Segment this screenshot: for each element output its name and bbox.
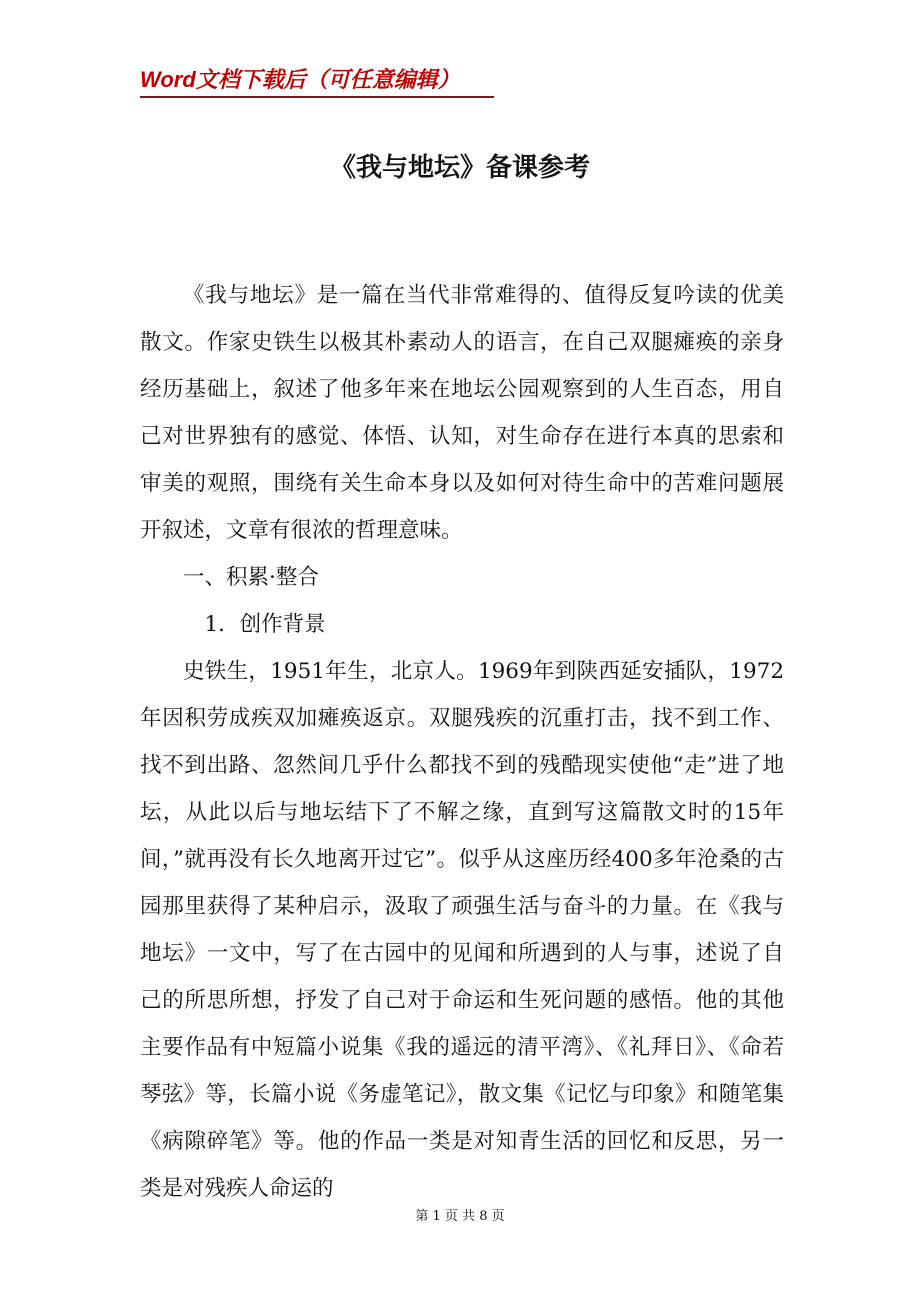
subsection-heading: 1．创作背景 <box>204 612 326 637</box>
section-heading: 一、积累·整合 <box>183 565 319 590</box>
background-paragraph: 史铁生，1951年生，北京人。1969年到陕西延安插队，1972年因积劳成疾双加瘫痪返京。双腿残疾的沉重打击，找不到工作、找不到出路、忽然间几乎什么都找不到的残酷现实使他“走”进了地坛，从此以后与地坛结下了不解之缘，直到写这篇散文时的15年间，”就再没有长久地离开过它”。似乎从这座历经400多年沧桑的古园那里获得了某种启示，汲取了顽强生活与奋斗的力量。在《我与地坛》一文中，写了在古园中的见闻和所遇到的人与事，述说了自己的所思所想，抒发了自己对于命运和生死问题的感悟。他的其他主要作品有中短篇小说集《我的遥远的清平湾》、《礼拜日》、《命若琴弦》等，长篇小说《务虚笔记》，散文集《记忆与印象》和随笔集《病隙碎笔》等。他的作品一类是对知青生活的回忆和反思，另一类是对残疾人命运的 <box>140 659 784 1201</box>
download-banner <box>140 66 494 98</box>
intro-paragraph: 《我与地坛》是一篇在当代非常难得的、值得反复吟读的优美散文。作家史铁生以极其朴素动人的语言，在自己双腿瘫痪的亲身经历基础上，叙述了他多年来在地坛公园观察到的人生百态，用自己对世界独有的感觉、体悟、认知，对生命存在进行本真的思索和审美的观照，围绕有关生命本身以及如何对待生命中的苦难问题展开叙述，文章有很浓的哲理意味。 <box>140 283 784 543</box>
page-indicator: 第 1 页 共 8 页 <box>415 1209 505 1224</box>
download-banner-text: Word文档下载后（可任意编辑） <box>140 67 460 92</box>
document-body <box>140 272 784 1212</box>
document-title: 《我与地坛》备课参考 <box>329 153 590 183</box>
